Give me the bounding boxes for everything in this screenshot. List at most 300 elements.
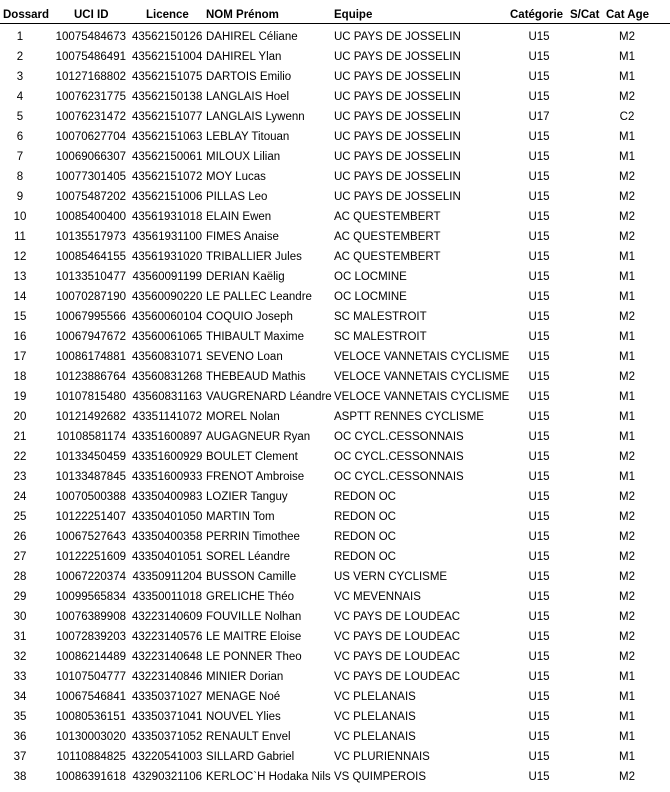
header-dossard: Dossard bbox=[3, 9, 50, 21]
header-categorie: Catégorie bbox=[510, 9, 564, 21]
table-row bbox=[0, 187, 670, 207]
cell-licence: 43223140576 bbox=[132, 631, 203, 643]
cell-nom-prenom: MOREL Nolan bbox=[206, 411, 280, 423]
cell-equipe: VS QUIMPEROIS bbox=[334, 771, 427, 783]
cell-categorie: U15 bbox=[528, 691, 550, 703]
cell-licence: 43351141072 bbox=[132, 411, 202, 423]
cell-nom-prenom: BOULET Clement bbox=[206, 451, 298, 463]
cell-cat-age: M1 bbox=[619, 411, 635, 423]
cell-dossard: 21 bbox=[13, 431, 27, 443]
table-row bbox=[0, 27, 670, 47]
cell-equipe: REDON OC bbox=[334, 531, 396, 543]
table-row bbox=[0, 487, 670, 507]
cell-licence: 43350400983 bbox=[132, 491, 203, 503]
cell-cat-age: M2 bbox=[619, 631, 635, 643]
cell-categorie: U15 bbox=[528, 631, 550, 643]
table-row bbox=[0, 707, 670, 727]
cell-nom-prenom: SEVENO Loan bbox=[206, 351, 283, 363]
cell-dossard: 37 bbox=[13, 751, 27, 763]
cell-cat-age: M2 bbox=[619, 491, 635, 503]
cell-licence: 43562150138 bbox=[132, 91, 203, 103]
table-row bbox=[0, 307, 670, 327]
cell-uci-id: 10110884825 bbox=[56, 751, 126, 763]
cell-uci-id: 10133450459 bbox=[55, 451, 126, 463]
cell-equipe: UC PAYS DE JOSSELIN bbox=[334, 171, 461, 183]
cell-uci-id: 10067220374 bbox=[55, 571, 126, 583]
cell-equipe: UC PAYS DE JOSSELIN bbox=[334, 91, 461, 103]
cell-uci-id: 10085464155 bbox=[55, 251, 126, 263]
cell-cat-age: M1 bbox=[619, 711, 635, 723]
cell-equipe: US VERN CYCLISME bbox=[334, 571, 448, 583]
cell-categorie: U15 bbox=[528, 371, 550, 383]
cell-equipe: VC PAYS DE LOUDEAC bbox=[334, 651, 461, 663]
cell-licence: 43560091199 bbox=[132, 271, 202, 283]
table-row bbox=[0, 467, 670, 487]
cell-equipe: UC PAYS DE JOSSELIN bbox=[334, 151, 461, 163]
cell-categorie: U15 bbox=[528, 271, 550, 283]
cell-licence: 43562151004 bbox=[132, 51, 203, 63]
cell-licence: 43562150061 bbox=[132, 151, 203, 163]
table-row bbox=[0, 527, 670, 547]
table-row bbox=[0, 427, 670, 447]
cell-equipe: VELOCE VANNETAIS CYCLISME bbox=[334, 391, 510, 403]
cell-categorie: U15 bbox=[528, 191, 550, 203]
cell-dossard: 18 bbox=[13, 371, 27, 383]
cell-cat-age: M2 bbox=[619, 531, 635, 543]
cell-cat-age: M2 bbox=[619, 611, 635, 623]
cell-dossard: 14 bbox=[13, 291, 27, 303]
table-row bbox=[0, 267, 670, 287]
cell-nom-prenom: KERLOC`H Hodaka Nils bbox=[206, 771, 331, 783]
cell-cat-age: M1 bbox=[619, 471, 635, 483]
cell-equipe: VC PLELANAIS bbox=[334, 711, 416, 723]
table-row bbox=[0, 227, 670, 247]
cell-dossard: 12 bbox=[13, 251, 27, 263]
cell-cat-age: M1 bbox=[619, 351, 635, 363]
table-row bbox=[0, 147, 670, 167]
cell-categorie: U15 bbox=[528, 491, 550, 503]
cell-uci-id: 10075484673 bbox=[55, 31, 126, 43]
cell-equipe: VC PAYS DE LOUDEAC bbox=[334, 611, 461, 623]
cell-licence: 43351600933 bbox=[132, 471, 203, 483]
cell-cat-age: M1 bbox=[619, 691, 635, 703]
cell-uci-id: 10067995566 bbox=[55, 311, 126, 323]
table-body bbox=[0, 27, 670, 787]
cell-cat-age: M2 bbox=[619, 91, 635, 103]
table-row bbox=[0, 367, 670, 387]
cell-licence: 43351600929 bbox=[132, 451, 203, 463]
cell-categorie: U15 bbox=[528, 751, 550, 763]
cell-dossard: 11 bbox=[14, 231, 26, 243]
table-row bbox=[0, 507, 670, 527]
cell-cat-age: M1 bbox=[619, 751, 635, 763]
cell-categorie: U15 bbox=[528, 131, 550, 143]
cell-nom-prenom: SILLARD Gabriel bbox=[206, 751, 295, 763]
table-row bbox=[0, 587, 670, 607]
cell-nom-prenom: COQUIO Joseph bbox=[206, 311, 293, 323]
cell-nom-prenom: LEBLAY Titouan bbox=[206, 131, 290, 143]
cell-uci-id: 10077301405 bbox=[55, 171, 126, 183]
cell-uci-id: 10121492682 bbox=[55, 411, 126, 423]
cell-uci-id: 10067947672 bbox=[55, 331, 126, 343]
table-row bbox=[0, 247, 670, 267]
cell-dossard: 24 bbox=[13, 491, 27, 503]
cell-dossard: 29 bbox=[13, 591, 27, 603]
cell-equipe: OC CYCL.CESSONNAIS bbox=[334, 471, 464, 483]
cell-uci-id: 10086214489 bbox=[55, 651, 126, 663]
cell-dossard: 30 bbox=[13, 611, 27, 623]
cell-dossard: 31 bbox=[13, 631, 27, 643]
table-row bbox=[0, 387, 670, 407]
header-cat-age: Cat Age bbox=[606, 9, 650, 21]
table-row bbox=[0, 547, 670, 567]
cell-categorie: U15 bbox=[528, 471, 550, 483]
cell-licence: 43223140846 bbox=[132, 671, 203, 683]
cell-equipe: UC PAYS DE JOSSELIN bbox=[334, 51, 461, 63]
cell-cat-age: M2 bbox=[619, 171, 635, 183]
cell-categorie: U15 bbox=[528, 771, 550, 783]
cell-uci-id: 10069066307 bbox=[55, 151, 126, 163]
cell-categorie: U15 bbox=[528, 611, 550, 623]
cell-categorie: U15 bbox=[528, 231, 550, 243]
cell-licence: 43562151077 bbox=[132, 111, 203, 123]
cell-categorie: U15 bbox=[528, 571, 550, 583]
cell-categorie: U15 bbox=[528, 651, 550, 663]
cell-dossard: 33 bbox=[13, 671, 27, 683]
cell-dossard: 1 bbox=[16, 31, 24, 43]
cell-nom-prenom: MILOUX Lilian bbox=[206, 151, 281, 163]
cell-uci-id: 10127168802 bbox=[55, 71, 126, 83]
cell-categorie: U15 bbox=[528, 351, 550, 363]
cell-equipe: OC LOCMINE bbox=[334, 291, 407, 303]
cell-uci-id: 10133487845 bbox=[55, 471, 126, 483]
table-header bbox=[0, 0, 670, 24]
cell-uci-id: 10107504777 bbox=[55, 671, 126, 683]
cell-nom-prenom: PILLAS Leo bbox=[206, 191, 268, 203]
cell-categorie: U15 bbox=[528, 551, 550, 563]
table-row bbox=[0, 747, 670, 767]
cell-equipe: UC PAYS DE JOSSELIN bbox=[334, 131, 461, 143]
cell-equipe: VC PLURIENNAIS bbox=[334, 751, 430, 763]
cell-cat-age: M2 bbox=[619, 511, 635, 523]
cell-licence: 43560060104 bbox=[132, 311, 203, 323]
cell-equipe: UC PAYS DE JOSSELIN bbox=[334, 31, 461, 43]
table-row bbox=[0, 127, 670, 147]
table-row bbox=[0, 287, 670, 307]
cell-dossard: 5 bbox=[16, 111, 24, 123]
cell-equipe: VC PLELANAIS bbox=[334, 691, 416, 703]
cell-cat-age: M1 bbox=[619, 671, 635, 683]
cell-dossard: 8 bbox=[16, 171, 24, 183]
cell-equipe: VC PAYS DE LOUDEAC bbox=[334, 671, 461, 683]
cell-cat-age: M2 bbox=[619, 191, 635, 203]
cell-cat-age: M2 bbox=[619, 231, 635, 243]
cell-cat-age: M2 bbox=[619, 31, 635, 43]
cell-equipe: VELOCE VANNETAIS CYCLISME bbox=[334, 371, 510, 383]
cell-licence: 43290321106 bbox=[132, 771, 202, 783]
cell-equipe: REDON OC bbox=[334, 511, 396, 523]
cell-dossard: 32 bbox=[13, 651, 27, 663]
cell-cat-age: M1 bbox=[619, 431, 635, 443]
cell-uci-id: 10107815480 bbox=[55, 391, 126, 403]
cell-licence: 43561931100 bbox=[132, 231, 202, 243]
cell-cat-age: M1 bbox=[619, 51, 635, 63]
table-row bbox=[0, 767, 670, 787]
cell-dossard: 4 bbox=[16, 91, 24, 103]
cell-cat-age: M2 bbox=[619, 451, 635, 463]
cell-licence: 43560061065 bbox=[132, 331, 203, 343]
cell-equipe: AC QUESTEMBERT bbox=[334, 211, 441, 223]
header-uci-id: UCI ID bbox=[74, 9, 109, 21]
cell-nom-prenom: LE PONNER Theo bbox=[206, 651, 302, 663]
header-licence: Licence bbox=[146, 9, 189, 21]
cell-dossard: 19 bbox=[13, 391, 27, 403]
cell-equipe: VC PAYS DE LOUDEAC bbox=[334, 631, 461, 643]
cell-licence: 43560831268 bbox=[132, 371, 203, 383]
cell-nom-prenom: MOY Lucas bbox=[206, 171, 266, 183]
cell-equipe: REDON OC bbox=[334, 491, 396, 503]
cell-cat-age: M1 bbox=[619, 331, 635, 343]
cell-nom-prenom: LANGLAIS Hoel bbox=[206, 91, 290, 103]
table-row bbox=[0, 727, 670, 747]
cell-uci-id: 10099565834 bbox=[55, 591, 126, 603]
cell-cat-age: M1 bbox=[619, 271, 635, 283]
table-row bbox=[0, 687, 670, 707]
table-row bbox=[0, 207, 670, 227]
cell-cat-age: M1 bbox=[619, 71, 635, 83]
cell-cat-age: M2 bbox=[619, 371, 635, 383]
cell-cat-age: C2 bbox=[619, 111, 635, 123]
header-nom-prenom: NOM Prénom bbox=[206, 9, 279, 21]
table-row bbox=[0, 107, 670, 127]
cell-dossard: 38 bbox=[13, 771, 27, 783]
cell-categorie: U15 bbox=[528, 51, 550, 63]
table-row bbox=[0, 607, 670, 627]
cell-equipe: SC MALESTROIT bbox=[334, 311, 427, 323]
cell-licence: 43350371027 bbox=[132, 691, 203, 703]
cell-equipe: REDON OC bbox=[334, 551, 396, 563]
cell-equipe: OC CYCL.CESSONNAIS bbox=[334, 431, 464, 443]
cell-equipe: UC PAYS DE JOSSELIN bbox=[334, 71, 461, 83]
cell-dossard: 22 bbox=[13, 451, 27, 463]
cell-nom-prenom: SOREL Léandre bbox=[206, 551, 290, 563]
cell-licence: 43562151006 bbox=[132, 191, 203, 203]
table-row bbox=[0, 667, 670, 687]
cell-uci-id: 10070287190 bbox=[55, 291, 126, 303]
cell-nom-prenom: LE MAITRE Eloise bbox=[206, 631, 302, 643]
cell-equipe: AC QUESTEMBERT bbox=[334, 231, 441, 243]
cell-categorie: U15 bbox=[528, 151, 550, 163]
cell-equipe: AC QUESTEMBERT bbox=[334, 251, 441, 263]
table-row bbox=[0, 447, 670, 467]
cell-equipe: VC PLELANAIS bbox=[334, 731, 416, 743]
cell-cat-age: M2 bbox=[619, 571, 635, 583]
cell-licence: 43562151072 bbox=[132, 171, 203, 183]
cell-uci-id: 10122251609 bbox=[55, 551, 126, 563]
cell-categorie: U15 bbox=[528, 431, 550, 443]
cell-equipe: OC LOCMINE bbox=[334, 271, 407, 283]
cell-categorie: U15 bbox=[528, 31, 550, 43]
cell-licence: 43350911204 bbox=[132, 571, 202, 583]
cell-uci-id: 10123886764 bbox=[55, 371, 126, 383]
cell-categorie: U15 bbox=[528, 411, 550, 423]
cell-licence: 43351600897 bbox=[132, 431, 203, 443]
cell-uci-id: 10086174881 bbox=[55, 351, 126, 363]
cell-equipe: VC MEVENNAIS bbox=[334, 591, 421, 603]
cell-equipe: UC PAYS DE JOSSELIN bbox=[334, 111, 461, 123]
cell-nom-prenom: GRELICHE Théo bbox=[206, 591, 294, 603]
cell-nom-prenom: AUGAGNEUR Ryan bbox=[206, 431, 311, 443]
cell-uci-id: 10072839203 bbox=[55, 631, 126, 643]
cell-dossard: 15 bbox=[13, 311, 27, 323]
cell-nom-prenom: FIMES Anaise bbox=[206, 231, 279, 243]
cell-nom-prenom: DERIAN Kaëlig bbox=[206, 271, 285, 283]
cell-cat-age: M2 bbox=[619, 771, 635, 783]
table-row bbox=[0, 627, 670, 647]
cell-nom-prenom: RENAULT Envel bbox=[206, 731, 291, 743]
cell-nom-prenom: VAUGRENARD Léandre bbox=[206, 391, 332, 403]
cell-nom-prenom: DAHIREL Ylan bbox=[206, 51, 282, 63]
cell-licence: 43220541003 bbox=[132, 751, 203, 763]
cell-cat-age: M1 bbox=[619, 251, 635, 263]
table-row bbox=[0, 67, 670, 87]
cell-uci-id: 10080536151 bbox=[55, 711, 126, 723]
cell-cat-age: M1 bbox=[619, 291, 635, 303]
cell-licence: 43350371041 bbox=[132, 711, 203, 723]
cell-equipe: VELOCE VANNETAIS CYCLISME bbox=[334, 351, 510, 363]
cell-licence: 43560090220 bbox=[132, 291, 203, 303]
cell-licence: 43223140609 bbox=[132, 611, 203, 623]
cell-cat-age: M2 bbox=[619, 651, 635, 663]
table-row bbox=[0, 567, 670, 587]
cell-uci-id: 10076389908 bbox=[55, 611, 126, 623]
cell-cat-age: M1 bbox=[619, 391, 635, 403]
table-row bbox=[0, 47, 670, 67]
cell-categorie: U15 bbox=[528, 511, 550, 523]
cell-licence: 43562151075 bbox=[132, 71, 203, 83]
cell-categorie: U15 bbox=[528, 311, 550, 323]
cell-categorie: U15 bbox=[528, 71, 550, 83]
cell-dossard: 7 bbox=[16, 151, 24, 163]
cell-categorie: U15 bbox=[528, 331, 550, 343]
cell-equipe: ASPTT RENNES CYCLISME bbox=[334, 411, 484, 423]
cell-dossard: 34 bbox=[13, 691, 27, 703]
cell-nom-prenom: DARTOIS Emilio bbox=[206, 71, 292, 83]
cell-dossard: 20 bbox=[13, 411, 27, 423]
cell-uci-id: 10085400400 bbox=[55, 211, 126, 223]
cell-dossard: 2 bbox=[16, 51, 24, 63]
cell-categorie: U15 bbox=[528, 671, 550, 683]
cell-dossard: 13 bbox=[13, 271, 27, 283]
cell-uci-id: 10075487202 bbox=[55, 191, 126, 203]
cell-nom-prenom: MENAGE Noé bbox=[206, 691, 281, 703]
cell-uci-id: 10070627704 bbox=[55, 131, 126, 143]
cell-uci-id: 10122251407 bbox=[55, 511, 126, 523]
cell-nom-prenom: DAHIREL Céliane bbox=[206, 31, 298, 43]
cell-nom-prenom: LANGLAIS Lywenn bbox=[206, 111, 305, 123]
cell-licence: 43561931018 bbox=[132, 211, 203, 223]
cell-licence: 43562150126 bbox=[132, 31, 203, 43]
cell-uci-id: 10070500388 bbox=[55, 491, 126, 503]
cell-dossard: 25 bbox=[13, 511, 27, 523]
cell-uci-id: 10135517973 bbox=[55, 231, 126, 243]
cell-dossard: 26 bbox=[13, 531, 27, 543]
cell-dossard: 36 bbox=[13, 731, 27, 743]
cell-uci-id: 10067546841 bbox=[55, 691, 126, 703]
cell-categorie: U15 bbox=[528, 531, 550, 543]
cell-categorie: U15 bbox=[528, 171, 550, 183]
cell-cat-age: M1 bbox=[619, 131, 635, 143]
cell-dossard: 28 bbox=[13, 571, 27, 583]
cell-categorie: U15 bbox=[528, 711, 550, 723]
cell-dossard: 23 bbox=[13, 471, 27, 483]
table-row bbox=[0, 327, 670, 347]
cell-dossard: 9 bbox=[16, 191, 24, 203]
cell-licence: 43350401051 bbox=[132, 551, 203, 563]
cell-cat-age: M2 bbox=[619, 551, 635, 563]
cell-uci-id: 10130003020 bbox=[55, 731, 126, 743]
cell-uci-id: 10076231775 bbox=[55, 91, 126, 103]
cell-nom-prenom: LE PALLEC Leandre bbox=[206, 291, 312, 303]
cell-categorie: U17 bbox=[528, 111, 550, 123]
cell-categorie: U15 bbox=[528, 731, 550, 743]
cell-licence: 43560831163 bbox=[132, 391, 202, 403]
cell-licence: 43350400358 bbox=[132, 531, 203, 543]
cell-cat-age: M2 bbox=[619, 211, 635, 223]
cell-uci-id: 10076231472 bbox=[55, 111, 126, 123]
cell-nom-prenom: MINIER Dorian bbox=[206, 671, 284, 683]
cell-uci-id: 10108581174 bbox=[56, 431, 126, 443]
cell-nom-prenom: THEBEAUD Mathis bbox=[206, 371, 306, 383]
cell-dossard: 10 bbox=[13, 211, 27, 223]
cell-categorie: U15 bbox=[528, 451, 550, 463]
cell-cat-age: M2 bbox=[619, 591, 635, 603]
header-equipe: Equipe bbox=[334, 9, 373, 21]
cell-dossard: 6 bbox=[16, 131, 24, 143]
table-row bbox=[0, 167, 670, 187]
cell-licence: 43562151063 bbox=[132, 131, 203, 143]
table-row bbox=[0, 647, 670, 667]
cell-nom-prenom: FOUVILLE Nolhan bbox=[206, 611, 302, 623]
cell-categorie: U15 bbox=[528, 91, 550, 103]
cell-nom-prenom: PERRIN Timothee bbox=[206, 531, 300, 543]
cell-nom-prenom: FRENOT Ambroise bbox=[206, 471, 305, 483]
cell-licence: 43350401050 bbox=[132, 511, 203, 523]
cell-dossard: 27 bbox=[13, 551, 27, 563]
cell-uci-id: 10133510477 bbox=[55, 271, 126, 283]
cell-cat-age: M1 bbox=[619, 151, 635, 163]
cell-nom-prenom: ELAIN Ewen bbox=[206, 211, 272, 223]
cell-equipe: SC MALESTROIT bbox=[334, 331, 427, 343]
cell-nom-prenom: TRIBALLIER Jules bbox=[206, 251, 302, 263]
cell-cat-age: M1 bbox=[619, 731, 635, 743]
cell-categorie: U15 bbox=[528, 591, 550, 603]
cell-dossard: 35 bbox=[13, 711, 27, 723]
cell-nom-prenom: NOUVEL Ylies bbox=[206, 711, 281, 723]
cell-uci-id: 10086391618 bbox=[55, 771, 126, 783]
cell-cat-age: M2 bbox=[619, 311, 635, 323]
cell-uci-id: 10067527643 bbox=[55, 531, 126, 543]
cell-categorie: U15 bbox=[528, 391, 550, 403]
cell-dossard: 3 bbox=[16, 71, 24, 83]
cell-licence: 43223140648 bbox=[132, 651, 203, 663]
cell-licence: 43560831071 bbox=[132, 351, 203, 363]
cell-dossard: 16 bbox=[13, 331, 27, 343]
cell-categorie: U15 bbox=[528, 291, 550, 303]
header-s-cat: S/Cat bbox=[570, 9, 600, 21]
cell-nom-prenom: LOZIER Tanguy bbox=[206, 491, 288, 503]
cell-nom-prenom: BUSSON Camille bbox=[206, 571, 297, 583]
